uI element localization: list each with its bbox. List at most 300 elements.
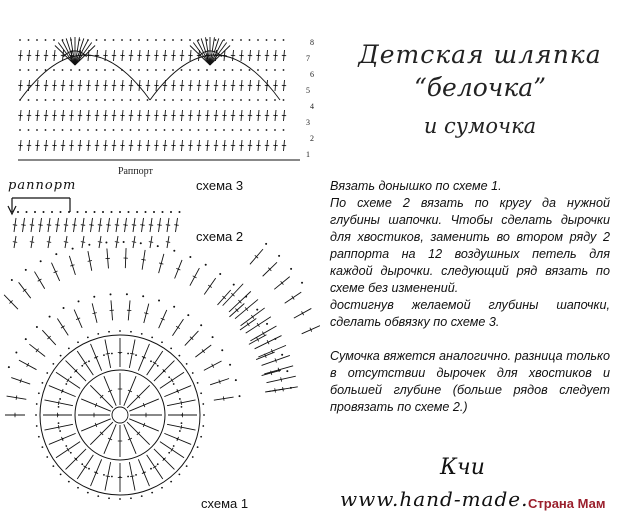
chain-dot [170, 481, 172, 483]
stitch-bar [257, 323, 259, 327]
stitch-bar [89, 225, 93, 226]
chain-dot [87, 492, 89, 494]
chain-dot [53, 99, 55, 101]
scheme1-diagram [35, 330, 205, 500]
chain-dot [95, 357, 97, 359]
chain-dot [95, 471, 97, 473]
chain-dot [58, 422, 60, 424]
chain-dot [26, 211, 28, 213]
chain-dot [51, 211, 53, 213]
chain-dot [164, 129, 166, 131]
chain-dot [36, 425, 38, 427]
chain-dot [28, 129, 30, 131]
chain-dot [179, 211, 181, 213]
chain-dot [283, 99, 285, 101]
stitch-bar [115, 225, 119, 226]
stitch-bar [149, 242, 153, 243]
chain-dot [240, 39, 242, 41]
chain-dot [192, 372, 194, 374]
chain-dot [189, 39, 191, 41]
chain-dot [52, 363, 54, 365]
chain-dot [249, 39, 251, 41]
chain-dot [78, 300, 80, 302]
chain-dot [240, 129, 242, 131]
instruction-p2: По схеме 2 вязать по кругу да нужной глубины шапочки. Чтобы сделать дырочки для хвостиков, заменить во втором ряду 2 раппорта на 12 воздушных петель для каждой дырочки. следующий ряд вязать по схеме без изменений. [330, 196, 610, 295]
stitch-bar [123, 225, 127, 226]
stitch-bar [72, 225, 76, 226]
chain-dot [130, 129, 132, 131]
chain-dot [283, 69, 285, 71]
chain-dot [68, 347, 70, 349]
stitch-bar [30, 225, 34, 226]
chain-dot [206, 69, 208, 71]
chain-dot [15, 352, 17, 354]
stitch-bar [141, 259, 145, 260]
chain-dot [178, 473, 180, 475]
chain-dot [178, 355, 180, 357]
chain-dot [62, 390, 64, 392]
stitch-bar [140, 225, 144, 226]
stitch-bar [174, 225, 178, 226]
stitch-bar [106, 225, 110, 226]
chain-dot [283, 129, 285, 131]
chain-dot [278, 255, 280, 257]
chain-dot [85, 211, 87, 213]
chain-dot [46, 372, 48, 374]
chain-dot [140, 242, 142, 244]
chain-dot [206, 99, 208, 101]
chain-dot [103, 474, 105, 476]
stitch-bar [181, 401, 182, 405]
stitch-bar [83, 466, 87, 468]
chain-dot [235, 379, 237, 381]
stitch-bar [98, 242, 102, 243]
chain-dot [202, 403, 204, 405]
chain-dot [104, 99, 106, 101]
chain-dot [141, 495, 143, 497]
chain-dot [266, 39, 268, 41]
chain-dot [161, 487, 163, 489]
chain-dot [138, 129, 140, 131]
chain-dot [170, 347, 172, 349]
stitch-bar [208, 285, 212, 288]
chain-dot [198, 129, 200, 131]
row-number: 6 [310, 70, 314, 79]
chain-dot [151, 336, 153, 338]
chain-dot [179, 398, 181, 400]
chain-dot [45, 129, 47, 131]
chain-dot [45, 39, 47, 41]
chain-dot [41, 382, 43, 384]
chain-dot [198, 69, 200, 71]
chain-dot [173, 250, 175, 252]
stitch-bar [81, 225, 85, 226]
chain-dot [155, 69, 157, 71]
chain-dot [111, 211, 113, 213]
chain-dot [138, 39, 140, 41]
chain-dot [257, 99, 259, 101]
scheme1-label: схема 1 [201, 496, 249, 511]
chain-dot [19, 69, 21, 71]
chain-dot [127, 476, 129, 478]
chain-dot [113, 129, 115, 131]
chain-dot [205, 264, 207, 266]
chain-dot [200, 392, 202, 394]
chain-dot [113, 99, 115, 101]
chain-dot [96, 99, 98, 101]
chain-dot [77, 211, 79, 213]
chain-dot [157, 463, 159, 465]
chain-dot [119, 476, 121, 478]
stitch-bar [144, 313, 148, 314]
chain-dot [79, 129, 81, 131]
stitch-bar [271, 371, 272, 375]
chain-dot [59, 430, 61, 432]
stitch-bar [92, 313, 96, 314]
chain-dot [198, 39, 200, 41]
chain-dot [147, 99, 149, 101]
chain-dot [87, 99, 89, 101]
chain-dot [17, 211, 19, 213]
chain-dot [265, 243, 267, 245]
stitch-bar [171, 448, 173, 452]
chain-dot [256, 309, 258, 311]
chain-dot [25, 269, 27, 271]
chain-dot [105, 242, 107, 244]
chain-dot [181, 414, 183, 416]
instruction-p3: достигнув желаемой глубины шапочки, сделать обвязку по схеме 3. [330, 298, 610, 329]
chain-dot [232, 39, 234, 41]
chain-dot [179, 430, 181, 432]
chain-dot [59, 398, 61, 400]
chain-dot [104, 69, 106, 71]
chain-dot [57, 414, 59, 416]
chain-dot [77, 487, 79, 489]
chain-dot [266, 69, 268, 71]
chain-dot [143, 357, 145, 359]
chain-dot [173, 306, 175, 308]
chain-dot [72, 248, 74, 250]
chain-dot [70, 69, 72, 71]
chain-dot [172, 99, 174, 101]
instruction-p4: Сумочка вяжется аналогично. разница только в отсутствии дырочек для хвостиков и большей глубине (больше рядов следует провязать по схеме 2.) [330, 349, 610, 414]
chain-dot [138, 69, 140, 71]
chain-dot [176, 390, 178, 392]
chain-dot [274, 99, 276, 101]
title-block [330, 40, 630, 138]
chain-dot [119, 330, 121, 332]
chain-dot [186, 363, 188, 365]
chain-dot [36, 69, 38, 71]
chain-dot [53, 129, 55, 131]
website-text: www.hand-made. [340, 487, 529, 511]
chain-dot [96, 69, 98, 71]
chain-dot [240, 69, 242, 71]
chain-dot [81, 365, 83, 367]
chain-dot [113, 69, 115, 71]
chain-dot [104, 39, 106, 41]
chain-dot [172, 69, 174, 71]
chain-dot [274, 39, 276, 41]
chain-dot [219, 273, 221, 275]
chain-dot [113, 39, 115, 41]
chain-dot [301, 282, 303, 284]
scheme3-diagram [18, 37, 300, 160]
chain-dot [257, 39, 259, 41]
chain-dot [164, 69, 166, 71]
chain-dot [229, 364, 231, 366]
chain-dot [65, 383, 67, 385]
rapport-label-hand: раппорт [8, 178, 77, 193]
chain-dot [249, 129, 251, 131]
stitch-bar [47, 242, 51, 243]
chain-dot [70, 99, 72, 101]
chain-dot [87, 69, 89, 71]
stitch-bar [223, 396, 224, 400]
chain-dot [283, 39, 285, 41]
title-line-1: Детская шляпка [358, 40, 602, 69]
chain-dot [206, 129, 208, 131]
row-number: 8 [310, 38, 314, 47]
chain-dot [240, 99, 242, 101]
chain-dot [189, 129, 191, 131]
chain-dot [46, 456, 48, 458]
chain-dot [173, 445, 175, 447]
scheme3-label: схема 3 [196, 178, 244, 193]
chain-dot [77, 341, 79, 343]
chain-dot [150, 360, 152, 362]
chain-dot [70, 452, 72, 454]
stitch-bar [132, 225, 136, 226]
stitch-bar [159, 263, 163, 264]
chain-dot [104, 129, 106, 131]
stitch-bar [176, 326, 180, 328]
stitch-bar [13, 225, 17, 226]
chain-dot [274, 69, 276, 71]
chain-dot [28, 39, 30, 41]
chain-dot [181, 69, 183, 71]
chain-dot [202, 425, 204, 427]
chain-dot [119, 498, 121, 500]
chain-dot [28, 69, 30, 71]
chain-dot [111, 353, 113, 355]
chain-dot [94, 211, 96, 213]
stitch-bar [115, 242, 119, 243]
chain-dot [147, 69, 149, 71]
chain-dot [130, 39, 132, 41]
chain-dot [215, 69, 217, 71]
watermark: Страна Мам [528, 496, 606, 511]
chain-dot [121, 39, 123, 41]
chain-dot [121, 99, 123, 101]
stitch-bar [13, 242, 17, 243]
chain-dot [119, 211, 121, 213]
chain-dot [60, 355, 62, 357]
chain-dot [215, 129, 217, 131]
chain-dot [36, 99, 38, 101]
chain-dot [223, 99, 225, 101]
chain-dot [141, 333, 143, 335]
chain-dot [38, 436, 40, 438]
stitch-bar [64, 242, 68, 243]
chain-dot [52, 465, 54, 467]
stitch-bar [166, 225, 170, 226]
chain-dot [38, 392, 40, 394]
chain-dot [88, 360, 90, 362]
chain-dot [189, 99, 191, 101]
chain-dot [53, 39, 55, 41]
stitch-bar [171, 378, 173, 382]
chain-dot [155, 129, 157, 131]
stitch-bar [281, 377, 282, 381]
chain-dot [79, 69, 81, 71]
chain-dot [181, 39, 183, 41]
chain-dot [63, 307, 65, 309]
stitch-bar [130, 353, 134, 354]
chain-dot [151, 492, 153, 494]
chain-dot [215, 39, 217, 41]
chain-dot [62, 129, 64, 131]
stitch-bar [130, 476, 134, 477]
chain-dot [75, 370, 77, 372]
stitch-bar [149, 225, 153, 226]
chain-dot [155, 99, 157, 101]
chain-dot [187, 314, 189, 316]
chain-dot [88, 468, 90, 470]
chain-dot [136, 211, 138, 213]
chain-dot [163, 458, 165, 460]
chain-dot [11, 279, 13, 281]
row-number: 1 [306, 150, 310, 159]
chain-dot [58, 406, 60, 408]
chain-dot [34, 211, 36, 213]
chain-dot [215, 99, 217, 101]
chain-dot [200, 436, 202, 438]
chain-dot [147, 39, 149, 41]
chain-dot [126, 293, 128, 295]
rapport-label-small: Раппорт [118, 166, 153, 177]
chain-dot [36, 39, 38, 41]
chain-dot [221, 349, 223, 351]
chain-dot [65, 445, 67, 447]
chain-dot [70, 129, 72, 131]
chain-dot [164, 39, 166, 41]
row-number: 2 [310, 134, 314, 143]
stitch-bar [153, 466, 157, 468]
arch-line [20, 55, 150, 100]
chain-dot [62, 69, 64, 71]
chain-dot [157, 245, 159, 247]
signature: Кчи [440, 455, 485, 480]
chain-dot [36, 129, 38, 131]
stitch-bar [106, 353, 110, 354]
chain-dot [223, 39, 225, 41]
chain-dot [75, 458, 77, 460]
chain-dot [181, 406, 183, 408]
chain-dot [55, 253, 57, 255]
stitch-bar [67, 378, 69, 382]
chain-dot [127, 353, 129, 355]
chain-dot [8, 366, 10, 368]
row-number: 4 [310, 102, 314, 111]
chain-dot [96, 39, 98, 41]
chain-dot [232, 69, 234, 71]
center-ring [112, 407, 128, 423]
chain-dot [257, 69, 259, 71]
chain-dot [53, 69, 55, 71]
chain-dot [49, 316, 51, 318]
chain-dot [135, 354, 137, 356]
chain-dot [266, 323, 268, 325]
chain-dot [93, 296, 95, 298]
stitch-bar [98, 225, 102, 226]
chain-dot [181, 422, 183, 424]
chain-dot [173, 383, 175, 385]
stitch-bar [166, 242, 170, 243]
chain-dot [36, 403, 38, 405]
chain-dot [41, 446, 43, 448]
chain-dot [40, 260, 42, 262]
chain-dot [108, 497, 110, 499]
chain-dot [45, 99, 47, 101]
stitch-bar [88, 261, 92, 262]
chain-dot [145, 211, 147, 213]
chain-dot [119, 352, 121, 354]
chain-dot [157, 365, 159, 367]
chain-dot [130, 331, 132, 333]
chain-dot [121, 129, 123, 131]
stitch-bar [64, 225, 68, 226]
stitch-bar [81, 242, 85, 243]
chain-dot [135, 474, 137, 476]
chain-dot [186, 465, 188, 467]
chain-dot [108, 331, 110, 333]
chain-dot [249, 69, 251, 71]
chain-dot [233, 284, 235, 286]
instruction-p1: Вязать донышко по схеме 1. [330, 179, 502, 193]
chain-dot [81, 463, 83, 465]
chain-dot [130, 69, 132, 71]
stitch-bar [251, 315, 254, 319]
stitch-bar [106, 476, 110, 477]
chain-dot [239, 395, 241, 397]
chain-dot [192, 456, 194, 458]
chain-dot [130, 99, 132, 101]
chain-dot [286, 370, 288, 372]
chain-dot [110, 293, 112, 295]
title-line-3: и сумочка [423, 114, 537, 138]
chain-dot [88, 244, 90, 246]
chain-dot [197, 446, 199, 448]
chain-dot [111, 476, 113, 478]
stitch-bar [83, 362, 87, 364]
chain-dot [97, 495, 99, 497]
chain-dot [19, 129, 21, 131]
stitch-bar [247, 322, 250, 326]
chain-dot [266, 99, 268, 101]
row-number: 5 [306, 86, 310, 95]
chain-dot [232, 99, 234, 101]
chain-dot [281, 354, 283, 356]
chain-dot [266, 129, 268, 131]
row-number: 3 [306, 118, 310, 127]
chain-dot [168, 376, 170, 378]
chain-dot [198, 99, 200, 101]
chain-dot [147, 129, 149, 131]
chain-dot [103, 354, 105, 356]
chain-dot [68, 481, 70, 483]
chain-dot [155, 39, 157, 41]
